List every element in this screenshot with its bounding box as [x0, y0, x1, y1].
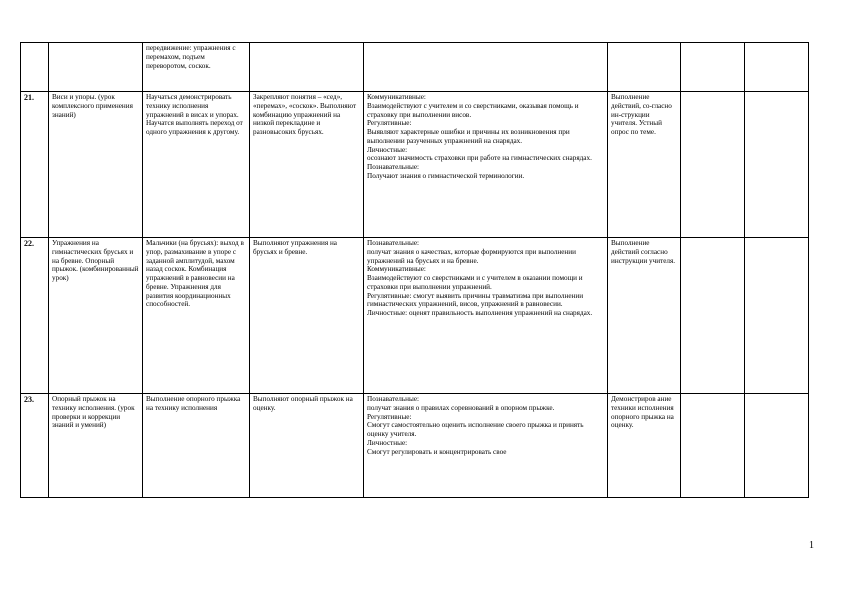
subject-results: Выполняют упражнения на брусьях и бревне. — [250, 238, 364, 394]
lesson-content: Выполнение опорного прыжка на технику исполнения — [143, 394, 250, 498]
date-plan-cell — [681, 394, 745, 498]
uud-entry — [367, 395, 604, 413]
uud-text: Смогут самостоятельно оценить исполнение своего прыжка и принять оценку учителя. — [367, 421, 584, 439]
uud-entry — [367, 163, 604, 181]
uud-text: Получают знания о гимнастической терминологии. — [367, 172, 525, 181]
uud-text: получат знания о качествах, которые формируются при выполнении упражнений на брусьях и на бревне. — [367, 247, 576, 265]
uud-text: получат знания о правилах соревнований в опорном прыжке. — [367, 403, 555, 412]
date-plan-cell — [681, 238, 745, 394]
date-fact-cell — [745, 394, 809, 498]
date-fact-cell — [745, 238, 809, 394]
uud-results — [364, 92, 608, 238]
lesson-theme: Упражнения на гимнастических брусьях и на бревне. Опорный прыжок. (комбинированный урок) — [49, 238, 143, 394]
uud-heading: Регулятивные: — [367, 291, 412, 300]
uud-heading: Личностные: — [367, 309, 408, 318]
uud-entry — [367, 119, 604, 145]
uud-heading: Личностные: — [367, 438, 408, 447]
uud-text: осознают значимость страховки при работе на гимнастических снарядах. — [367, 154, 592, 163]
table-row — [21, 92, 809, 238]
lesson-number: 23. — [21, 394, 49, 498]
table-row — [21, 43, 809, 92]
date-plan-cell — [681, 92, 745, 238]
uud-text: Взаимодействуют с учителем и со сверстниками, оказывая помощь и страховку при выполнении висов. — [367, 101, 579, 119]
lesson-number: 21. — [21, 92, 49, 238]
uud-entry — [367, 239, 604, 265]
uud-heading: Познавательные: — [367, 163, 420, 172]
control-form: Выполнение действий согласно инструкции учителя. — [608, 238, 681, 394]
page-number: 1 — [809, 540, 814, 551]
lesson-theme: Опорный прыжок на технику исполнения. (урок проверки и коррекции знаний и умений) — [49, 394, 143, 498]
table-row — [21, 238, 809, 394]
uud-entry — [367, 292, 604, 310]
lesson-number: 22. — [21, 238, 49, 394]
uud-results — [364, 43, 608, 92]
uud-heading: Регулятивные: — [367, 119, 412, 128]
lesson-theme: Виси и упоры. (урок комплексного применения знаний) — [49, 92, 143, 238]
uud-entry — [367, 413, 604, 439]
lesson-number — [21, 43, 49, 92]
uud-results — [364, 394, 608, 498]
uud-heading: Коммуникативные: — [367, 93, 426, 101]
date-fact-cell — [745, 43, 809, 92]
uud-heading: Познавательные: — [367, 395, 420, 403]
uud-text: Выявляют характерные ошибки и причины их возникновения при выполнении разученных упражнений на снарядах. — [367, 128, 570, 145]
table-row — [21, 394, 809, 498]
uud-heading: Коммуникативные: — [367, 265, 426, 274]
uud-text: Взаимодействуют со сверстниками и с учителем в оказании помощи и страховки при выполнении упражнений. — [367, 274, 583, 291]
control-form: Выполнение действий, со-гласно ин-струкции учителя. Устный опрос по теме. — [608, 92, 681, 238]
uud-text: оценят правильность выполнения упражнений на снарядах. — [407, 309, 593, 318]
lesson-plan-table — [20, 42, 809, 498]
uud-heading: Личностные: — [367, 145, 408, 154]
lesson-content: передвижение: упражнения с перемахом, подъем переворотом, соскок. — [143, 43, 250, 92]
control-form — [608, 43, 681, 92]
subject-results — [250, 43, 364, 92]
control-form: Демонстриров ание техники исполнения опорного прыжка на оценку. — [608, 394, 681, 498]
uud-text: смогут выявить причины травматизма при выполнении гимнастических упражнений, висов, упражнений в равновесии. — [367, 291, 584, 309]
lesson-theme — [49, 43, 143, 92]
lesson-content: Мальчики (на брусьях): выход в упор, размахивание в упоре с заданной амплитудой, махом назад соскок. Комбинация упражнений в равновесии на бревне. Упражнения для развития координационных способностей. — [143, 238, 250, 394]
uud-results — [364, 238, 608, 394]
date-fact-cell — [745, 92, 809, 238]
uud-heading: Познавательные: — [367, 239, 420, 247]
uud-entry — [367, 146, 604, 164]
uud-entry — [367, 265, 604, 291]
subject-results: Выполняют опорный прыжок на оценку. — [250, 394, 364, 498]
uud-heading: Регулятивные: — [367, 412, 412, 421]
uud-entry — [367, 93, 604, 119]
uud-text: Смогут регулировать и концентрировать свое — [367, 447, 507, 456]
date-plan-cell — [681, 43, 745, 92]
uud-entry — [367, 439, 604, 457]
lesson-content: Научаться демонстрировать технику исполнения упражнений в висах и упорах. Научатся выполнять переход от одного упражнения к другому. — [143, 92, 250, 238]
subject-results: Закрепляют понятия – «сед», «перемах», «соскок». Выполняют комбинацию упражнений на низкой перекладине и разновысоких брусьях. — [250, 92, 364, 238]
uud-entry — [367, 309, 604, 318]
